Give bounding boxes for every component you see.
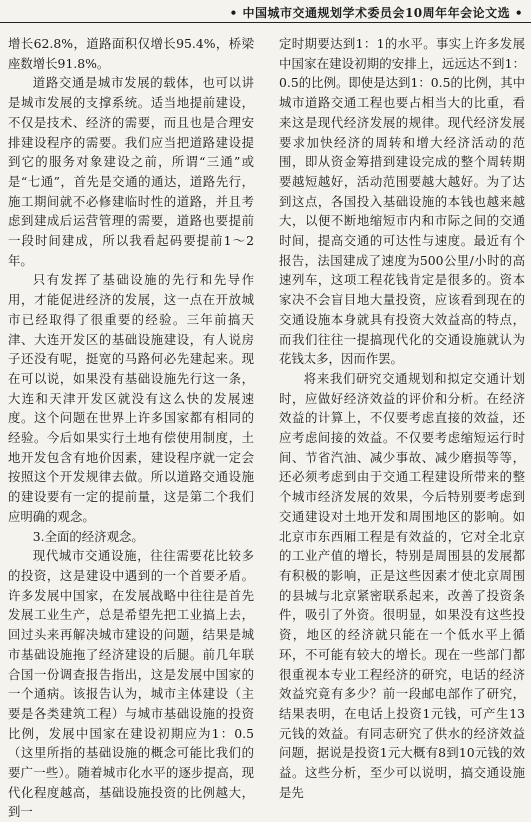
- page-header: [0, 0, 531, 24]
- section-heading: 3.全面的经济观念。: [32, 528, 144, 544]
- paragraph: 增长62.8%，道路面积仅增长95.4%，桥梁座数增长91.8%。: [8, 36, 254, 71]
- paragraph: 只有发挥了基础设施的先行和先导作用，才能促进经济的发展，这一点在开放城市已经取得了很重要的经验。三年前搞天津、大连开发区的基础设施建设，有人说房子还没有呢，挺宽的马路何必先建起来。现在可以说，如果没有基础设施先行这一条，大连和天津开发区就没有这么快的发展速度。这个问题在世界上许多国家都有相同的经验。今后如果实行土地有偿使用制度，土地开发包含有地价因素，建设程序就一定会按照这个开发规律去做。所以道路交通设施的建设要有一定的提前量，这是第二个我们应明确的观念。: [8, 272, 254, 524]
- paragraph: 现代城市交通设施，往往需要花比较多的投资，这是建设中遇到的一个首要矛盾。许多发展中国家，在发展战略中往往是首先发展工业生产，总是希望先把工业搞上去，回过头来再解决城市建设的问题，结果是城市基础设施拖了经济建设的后腿。前几年联合国一份调查报告指出，这是发展中国家的一个通病。该报告认为，城市主体建设（主要是各类建筑工程）与城市基础设施的投资比例，发展中国家在建设初期应为1：0.5（这里所指的基础设施的概念可能比我们的要广一些）。随着城市化水平的逐步提高，现代化程度越高，基础设施投资的比例越大，到一: [8, 548, 254, 820]
- paragraph: 将来我们研究交通规划和拟定交通计划时，应做好经济效益的评价和分析。在经济效益的计算上，不仅要考虑直接的效益，还应考虑间接的效益。不仅要考虑缩短运行时间、节省汽油、减少事故、减少磨损等等，还必须考虑到由于交通工程建设所带来的整个城市经济发展的效果，今后特别要考虑到交通建设对土地开发和周围地区的影响。如北京市东西厢工程是有效益的，它对全北京的工业产值的增长，特别是周围县的发展都有积极的影响，正是这些因素才使北京周围的县城与北京紧密联系起来，改善了投资条件，吸引了外资。很明显，如果没有这些投资，地区的经济就只能在一个低水平上循环，不可能有较大的增长。现在一些部门都很重视本专业工程经济的研究，电话的经济效益究竟有多少？前一段邮电部作了研究，结果表明，在电话上投资1元钱，可产生13元钱的效益。有同志研究了供水的经济效益问题，据说是投资1元大概有8到10元钱的效益。这些分析，至少可以说明，搞交通设施是先: [279, 370, 525, 800]
- header-rule: [0, 22, 531, 23]
- running-header-title: • 中国城市交通规划学术委员会10周年年会论文选 •: [229, 6, 523, 20]
- left-column: [8, 34, 254, 820]
- paragraph: 定时期要达到1：1的水平。事实上许多发展中国家在建设初期的安排上，远远达不到1：0.5的比例。即使是达到1：0.5的比例，其中城市道路交通工程也要占相当大的比重，看来这是现代经济发展的规律。现代经济发展要求加快经济的周转和增大经济活动的范围，即从资金筹措到建设完成的整个周转期要越短越好，活动范围要越大越好。为了达到这点，各国投入基础设施的本钱也越来越大，以便不断地缩短市内和市际之间的交通时间，提高交通的可达性与速度。最近有个报告，法国建成了速度为500公里/小时的高速列车，这项工程花钱肯定是很多的。资本家决不会盲目地大量投资，应该看到现在的交通设施本身就具有投资大效益高的特点，而我们往往一提搞现代化的交通设施就认为花钱太多，因而作罢。: [279, 36, 525, 367]
- right-column: [279, 34, 525, 800]
- paragraph: 道路交通是城市发展的载体，也可以讲是城市发展的支撑系统。适当地提前建设，不仅是技术、经济的需要，而且也是合理安排建设程序的需要。我们应当把道路建设提到它的服务对象建设之前，所谓“三通”或是“七通”，首先是交通的通达，道路先行，施工期间就不必修建临时性的道路，并且考虑到建成后运营管理的需要，道路也要提前一段时间建成，所以我看起码要提前1～2年。: [8, 75, 254, 268]
